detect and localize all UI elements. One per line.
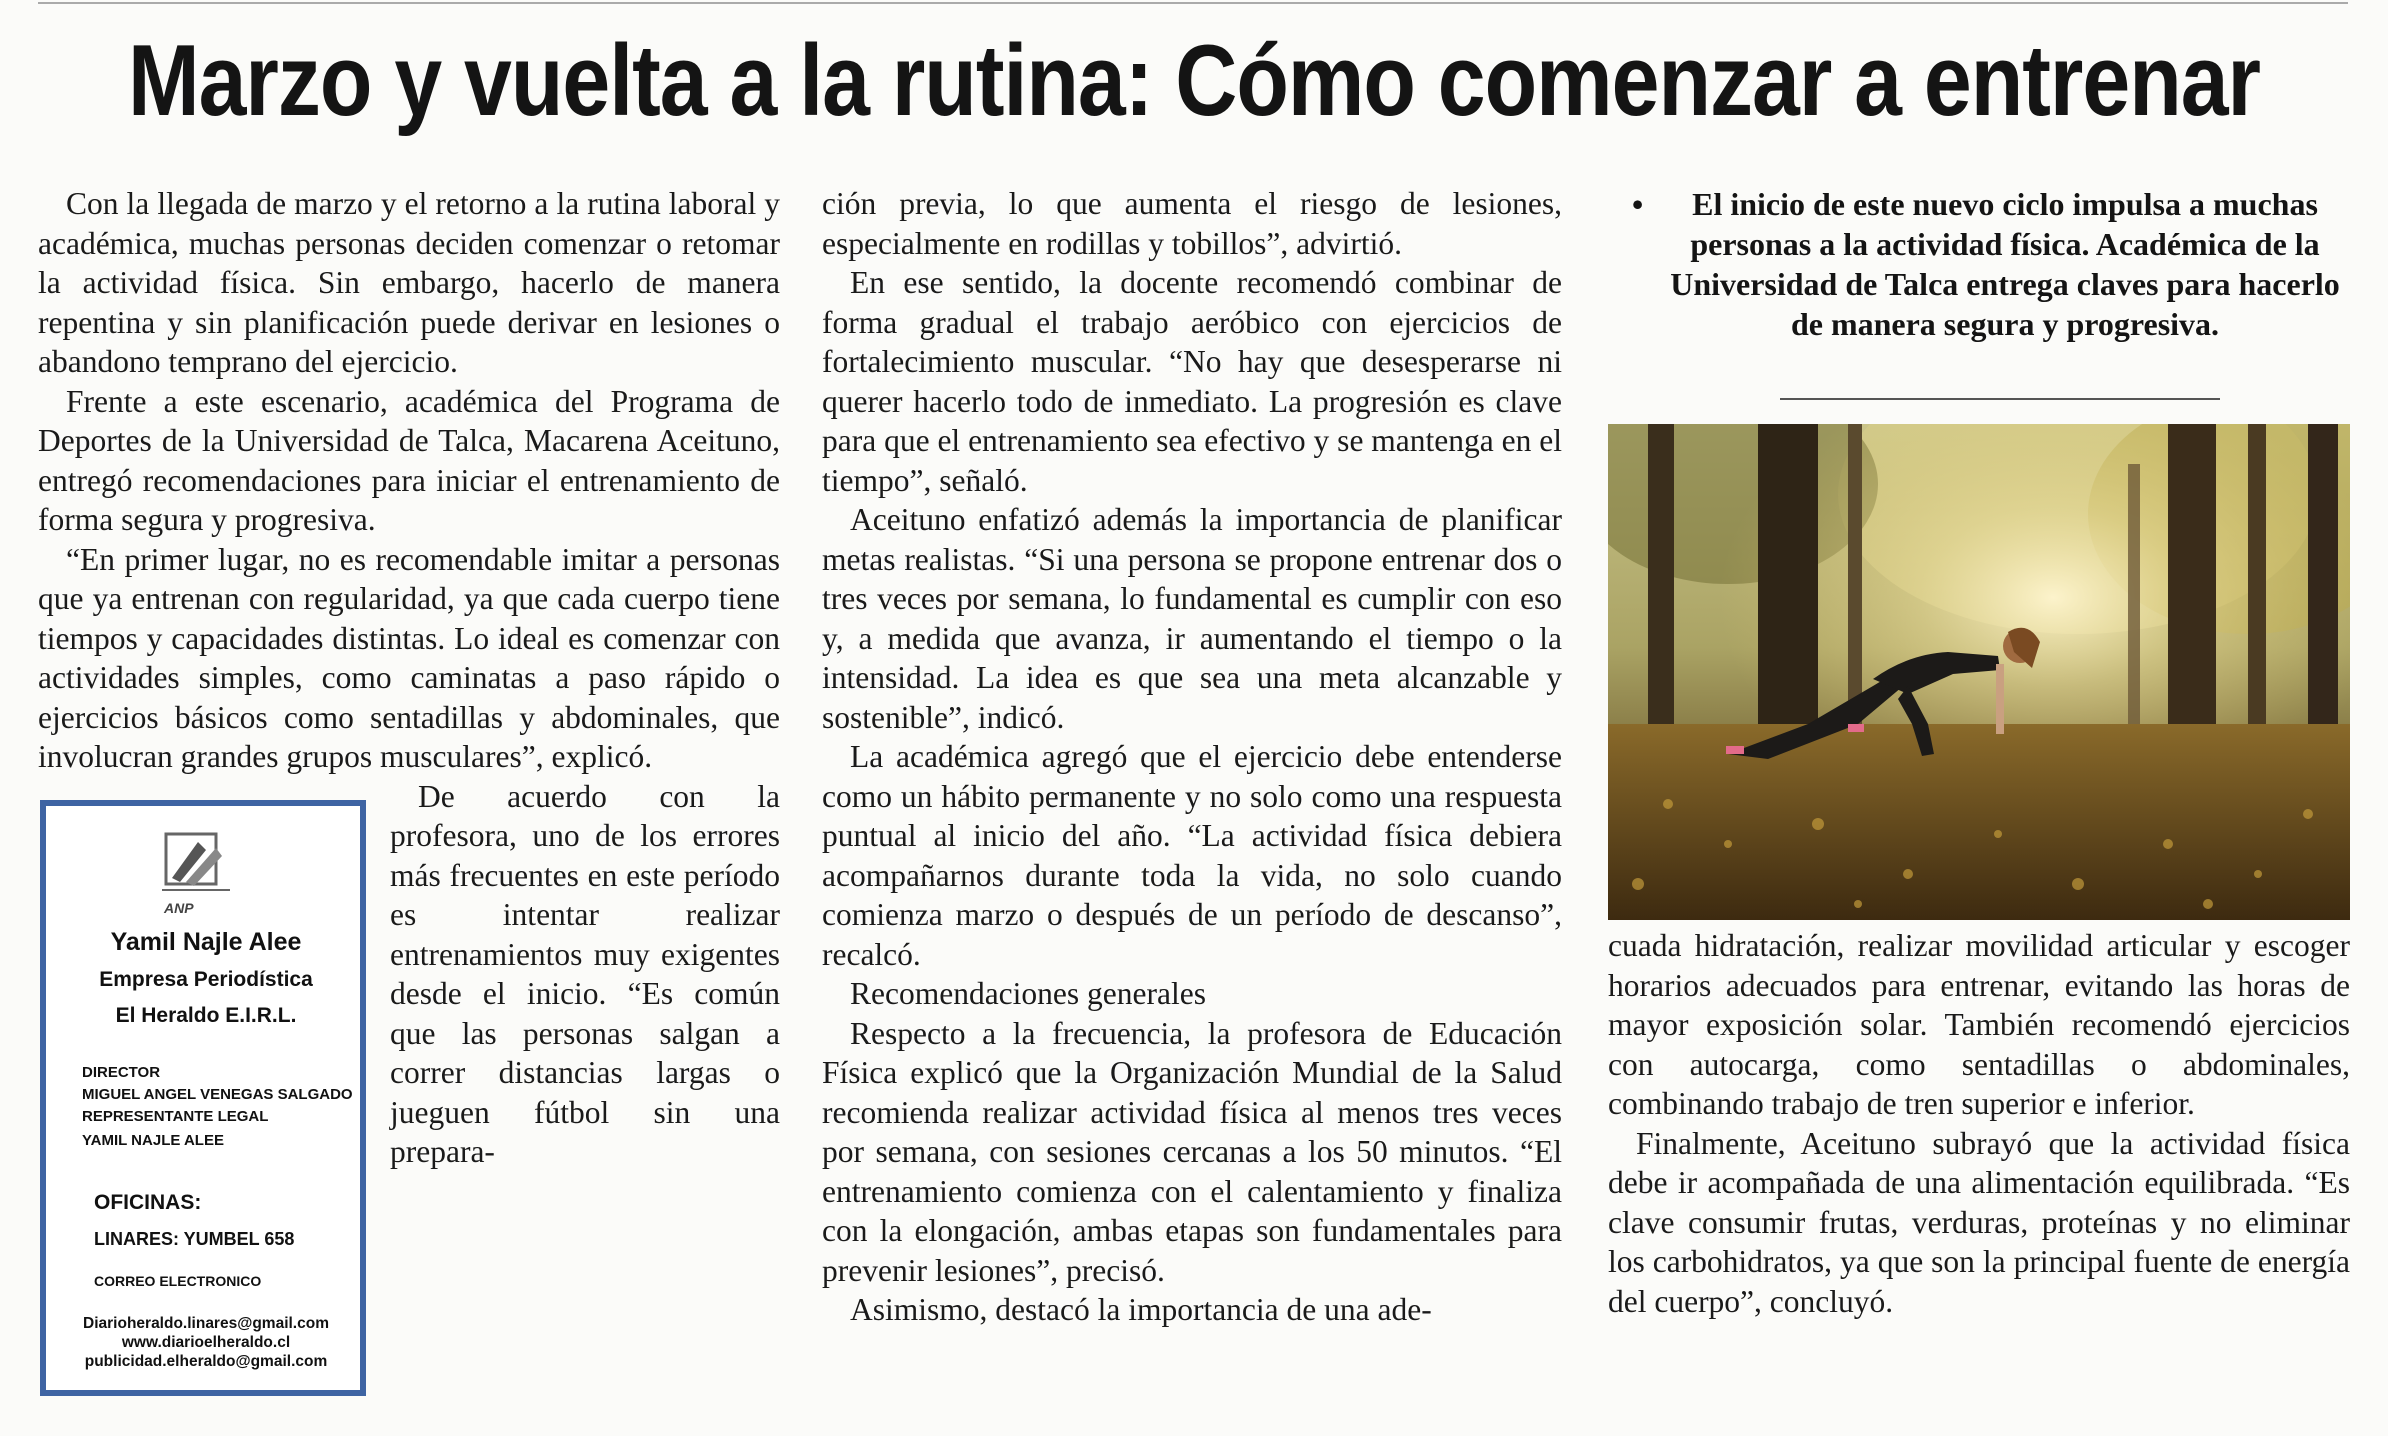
column3-paragraph-2: Finalmente, Aceituno subrayó que la actividad física debe ir acompañada de una alimentación equilibrada. “Es clave consumir frutas, verduras, proteínas y no eliminar los carbohidratos, ya que son la principal fuente de energía del cuerpo”, concluyó. <box>1608 1125 2350 1319</box>
offices-value: LINARES: YUMBEL 658 <box>94 1229 295 1249</box>
column3-paragraph-1: cuada hidratación, realizar movilidad articular y escoger horarios adecuados para entrenar, evitando las horas de mayor exposición solar. También recomendó ejercicios con autocarga, como sentadillas o abdominales, combinando trabajo de tren superior e inferior. <box>1608 928 2350 1121</box>
column1-paragraph-1: Con la llegada de marzo y el retorno a la rutina laboral y académica, muchas personas deciden comenzar o retomar la actividad física. Sin embargo, hacerlo de manera repentina y sin planificación puede derivar en lesiones o abandono temprano del ejercicio. <box>38 186 780 379</box>
column2-paragraph-1: ción previa, lo que aumenta el riesgo de lesiones, especialmente en rodillas y tobillos”, advirtió. <box>822 186 1562 261</box>
column2-paragraph-2: En ese sentido, la docente recomendó combinar de forma gradual el trabajo aeróbico con ejercicios de fortalecimiento muscular. “No hay que desesperarse ni querer hacerlo todo de inmediato. La progresión es clave para que el entrenamiento sea efectivo y se mantenga en el tiempo”, señaló. <box>822 265 1562 498</box>
article-summary <box>1620 184 2350 344</box>
company-line-2: El Heraldo E.I.R.L. <box>115 1004 297 1027</box>
top-rule <box>38 2 2348 4</box>
headline: Marzo y vuelta a la rutina: Cómo comenzar a entrenar <box>127 24 2261 138</box>
column1-paragraph-3 <box>38 540 780 777</box>
bullet-icon: • <box>1632 186 1644 222</box>
anp-logo-text: ANP <box>164 900 194 916</box>
column2-paragraph-3: Aceituno enfatizó además la importancia de planificar metas realistas. “Si una persona se propone entrenar dos o tres veces por semana, lo fundamental es cumplir con eso y, a medida que avanza, ir aumentando el tiempo o la intensidad. La idea es que sea una meta alcanzable y sostenible”, indicó. <box>822 502 1562 735</box>
director-name: MIGUEL ANGEL VENEGAS SALGADO <box>82 1086 353 1103</box>
email-label: CORREO ELECTRONICO <box>94 1273 262 1289</box>
summary-text: El inicio de este nuevo ciclo impulsa a muchas personas a la actividad física. Académica de la Universidad de Talca entrega claves para hacerlo de manera segura y progresiva. <box>1670 186 2340 342</box>
offices-label: OFICINAS: <box>94 1191 202 1214</box>
column1-paragraph-2: Frente a este escenario, académica del Programa de Deportes de la Universidad de Talca, Macarena Aceituno, entregó recomendaciones para iniciar el entrenamiento de forma segura y progresiva. <box>38 383 780 537</box>
article-column-3 <box>1608 926 2350 1321</box>
subheading: Recomendaciones generales <box>850 976 1206 1011</box>
company-line-1: Empresa Periodística <box>99 968 313 991</box>
legal-rep-name: YAMIL NAJLE ALEE <box>82 1132 224 1149</box>
column2-paragraph-5: Respecto a la frecuencia, la profesora de Educación Física explicó que la Organización Mundial de la Salud recomienda realizar actividad física al menos tres veces por semana, con sesiones cercanas a los 50 minutos. “El entrenamiento comienza con el calentamiento y finaliza con la elongación, ambas etapas son fundamentales para prevenir lesiones”, precisó. <box>822 1015 1562 1288</box>
email-primary: Diarioheraldo.linares@gmail.com <box>83 1315 329 1332</box>
masthead-box <box>40 800 366 1396</box>
owner-name: Yamil Najle Alee <box>110 928 302 956</box>
column2-paragraph-6: Asimismo, destacó la importancia de una ade- <box>850 1292 1432 1327</box>
column1-paragraph-4: De acuerdo con la profesora, uno de los errores más frecuentes en este período es intentar realizar entrenamientos muy exigentes desde el inicio. “Es común que las personas salgan a correr distancias largas o jueguen fútbol sin una prepara- <box>390 778 780 1169</box>
column2-paragraph-4: La académica agregó que el ejercicio debe entenderse como un hábito permanente y no solo como una respuesta puntual al inicio del año. “La actividad física debiera acompañarnos durante toda la vida, no solo cuando comienza marzo o después de un período de descanso”, recalcó. <box>822 739 1562 972</box>
director-label: DIRECTOR <box>82 1064 161 1081</box>
anp-logo-icon <box>158 828 238 900</box>
website: www.diarioelheraldo.cl <box>121 1334 291 1351</box>
article-column-2 <box>822 184 1562 1414</box>
summary-divider <box>1780 398 2220 400</box>
email-advertising: publicidad.elheraldo@gmail.com <box>84 1353 328 1370</box>
exercise-photo <box>1608 424 2350 920</box>
legal-rep-label: REPRESENTANTE LEGAL <box>82 1108 269 1125</box>
quote-text: “En primer lugar, no es recomendable imitar a personas que ya entrenan con regularidad, ya que cada cuerpo tiene tiempos y capacidades distintas. Lo ideal es comenzar con actividades simples, como caminatas a paso rápido o ejercicios básicos como sentadillas y abdominales, que involucran grandes grupos musculares”, explicó. <box>38 541 780 774</box>
